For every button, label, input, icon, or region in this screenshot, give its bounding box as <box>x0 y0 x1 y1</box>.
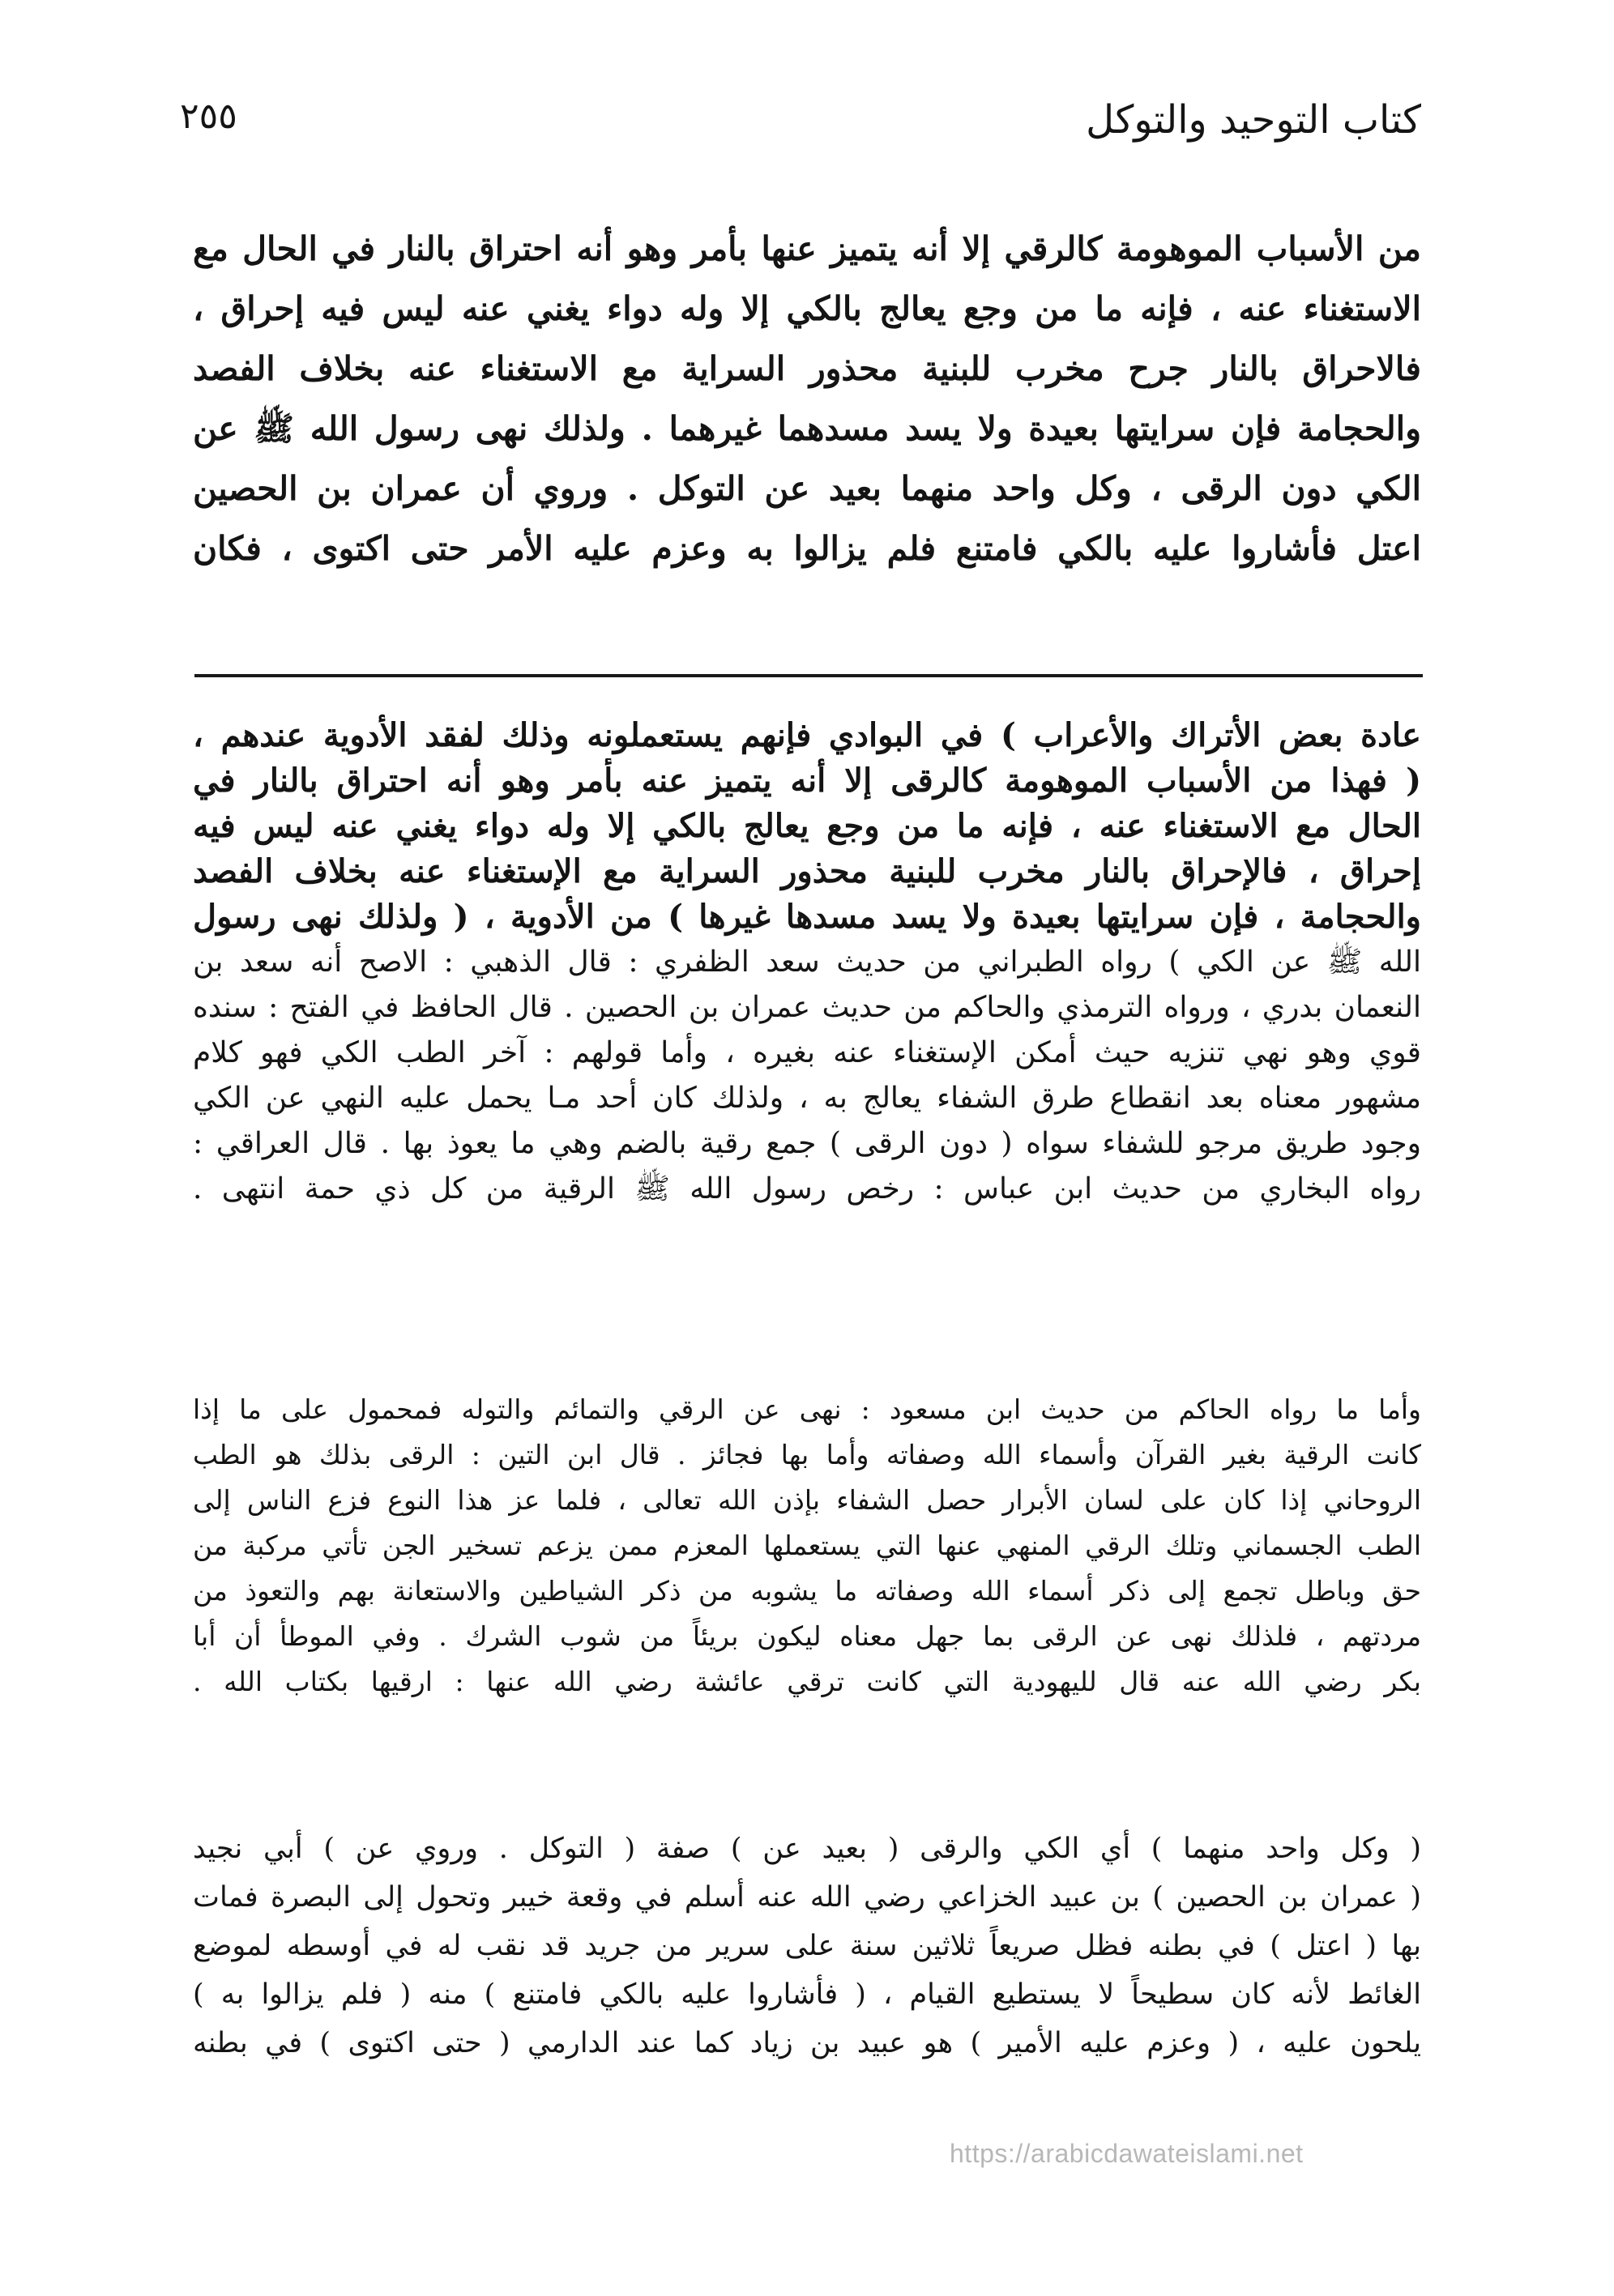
commentary-line: وجود طريق مرجو للشفاء سواه ( دون الرقى ) جمع رقية بالضم وهي ما يعوذ بها . قال العراقي : <box>193 1127 1421 1160</box>
page-number: ٢٥٥ <box>180 96 237 137</box>
commentary-line: كانت الرقية بغير القرآن وأسماء الله وصفاته وأما بها فجائز . قال ابن التين : الرقى بذلك هو الطب <box>193 1439 1421 1470</box>
commentary-line: مشهور معناه بعد انقطاع طرق الشفاء يعالج به ، ولذلك كان أحد مـا يحمل عليه النهي عن الكي <box>193 1082 1421 1115</box>
main-text <box>193 219 1421 578</box>
commentary-line: مردتهم ، فلذلك نهى عن الرقى بما جهل معناه ليكون بريئاً من شوب الشرك . وفي الموطأ أن أبا <box>193 1620 1421 1652</box>
main-text-line: فالاحراق بالنار جرح مخرب للبنية محذور السراية مع الاستغناء عنه بخلاف الفصد <box>193 349 1421 388</box>
commentary-line: الروحاني إذا كان على لسان الأبرار حصل الشفاء بإذن الله تعالى ، فلما عز هذا النوع فزع الناس إلى <box>193 1484 1421 1516</box>
commentary-line: ( وكل واحد منهما ) أي الكي والرقى ( بعيد عن ) صفة ( التوكل . وروي عن ) أبي نجيد <box>193 1833 1421 1865</box>
commentary-line: ( عمران بن الحصين ) بن عبيد الخزاعي رضي الله عنه أسلم في وقعة خيبر وتحول إلى البصرة فمات <box>193 1881 1421 1914</box>
commentary-line: حق وباطل تجمع إلى ذكر أسماء الله وصفاته ما يشوبه من ذكر الشياطين والاستعانة بهم والتعوذ من <box>193 1575 1421 1607</box>
commentary-line: الحال مع الاستغناء عنه ، فإنه ما من وجع يعالج بالكي إلا وله دواء يغني عنه ليس فيه <box>193 807 1421 845</box>
commentary-line: الغائط لأنه كان سطيحاً لا يستطيع القيام ، ( فأشاروا عليه بالكي فامتنع ) منه ( فلم يزالوا به ) <box>193 1978 1421 2011</box>
commentary-line: النعمان بدري ، ورواه الترمذي والحاكم من حديث عمران بن الحصين . قال الحافظ في الفتح : سنده <box>193 991 1421 1024</box>
commentary-line: يلحون عليه ، ( وعزم عليه الأمير ) هو عبيد بن زياد كما عند الدارمي ( حتى اكتوى ) في بطنه <box>193 2027 1421 2059</box>
watermark-url: https://arabicdawateislami.net <box>950 2139 1304 2168</box>
commentary-line: ( فهذا من الأسباب الموهومة كالرقى إلا أنه يتميز عنه بأمر وهو أنه احتراق بالنار في <box>193 762 1421 800</box>
main-text-line: من الأسباب الموهومة كالرقي إلا أنه يتميز عنها بأمر وهو أنه احتراق بالنار في الحال مع <box>193 229 1421 268</box>
main-text-line: اعتل فأشاروا عليه بالكي فامتنع فلم يزالوا به وعزم عليه الأمر حتى اكتوى ، فكان <box>193 529 1421 568</box>
main-text-line: والحجامة فإن سرايتها بعيدة ولا يسد مسدهما غيرهما . ولذلك نهى رسول الله ﷺ عن <box>193 409 1421 448</box>
commentary-line: بكر رضي الله عنه قال لليهودية التي كانت ترقي عائشة رضي الله عنها : ارقيها بكتاب الله . <box>193 1666 1421 1697</box>
commentary-block-1 <box>193 713 1421 1212</box>
main-text-line: الاستغناء عنه ، فإنه ما من وجع يعالج بالكي إلا وله دواء يغني عنه ليس فيه إحراق ، <box>193 289 1421 328</box>
running-title: كتاب التوحيد والتوكل <box>1086 97 1421 143</box>
commentary-line: إحراق ، فالإحراق بالنار مخرب للبنية محذور السراية مع الإستغناء عنه بخلاف الفصد <box>193 852 1421 890</box>
commentary-line: والحجامة ، فإن سرايتها بعيدة ولا يسد مسدها غيرها ) من الأدوية ، ( ولذلك نهى رسول <box>193 898 1421 936</box>
commentary-line: وأما ما رواه الحاكم من حديث ابن مسعود : نهى عن الرقي والتمائم والتوله فمحمول على ما إذا <box>193 1393 1421 1425</box>
commentary-line: قوي وهو نهي تنزيه حيث أمكن الإستغناء عنه بغيره ، وأما قولهم : آخر الطب الكي فهو كلام <box>193 1036 1421 1069</box>
commentary-line: الطب الجسماني وتلك الرقي المنهي عنها التي يستعملها المعزم ممن يزعم تسخير الجن تأتي مركبة من <box>193 1530 1421 1561</box>
commentary-line: عادة بعض الأتراك والأعراب ) في البوادي فإنهم يستعملونه وذلك لفقد الأدوية عندهم ، <box>193 716 1421 754</box>
main-text-line: الكي دون الرقى ، وكل واحد منهما بعيد عن التوكل . وروي أن عمران بن الحصين <box>193 469 1421 508</box>
commentary-block-3 <box>193 1824 1421 2068</box>
footnote-divider <box>194 674 1423 677</box>
commentary-line: بها ( اعتل ) في بطنه فظل صريعاً ثلاثين سنة على سرير من جريد قد نقب له في أوسطه لموضع <box>193 1930 1421 1962</box>
commentary-block-2 <box>193 1387 1421 1705</box>
commentary-line: الله ﷺ عن الكي ) رواه الطبراني من حديث سعد الظفري : قال الذهبي : الاصح أنه سعد بن <box>193 945 1421 979</box>
commentary-line: رواه البخاري من حديث ابن عباس : رخص رسول الله ﷺ الرقية من كل ذي حمة انتهى . <box>193 1172 1421 1206</box>
